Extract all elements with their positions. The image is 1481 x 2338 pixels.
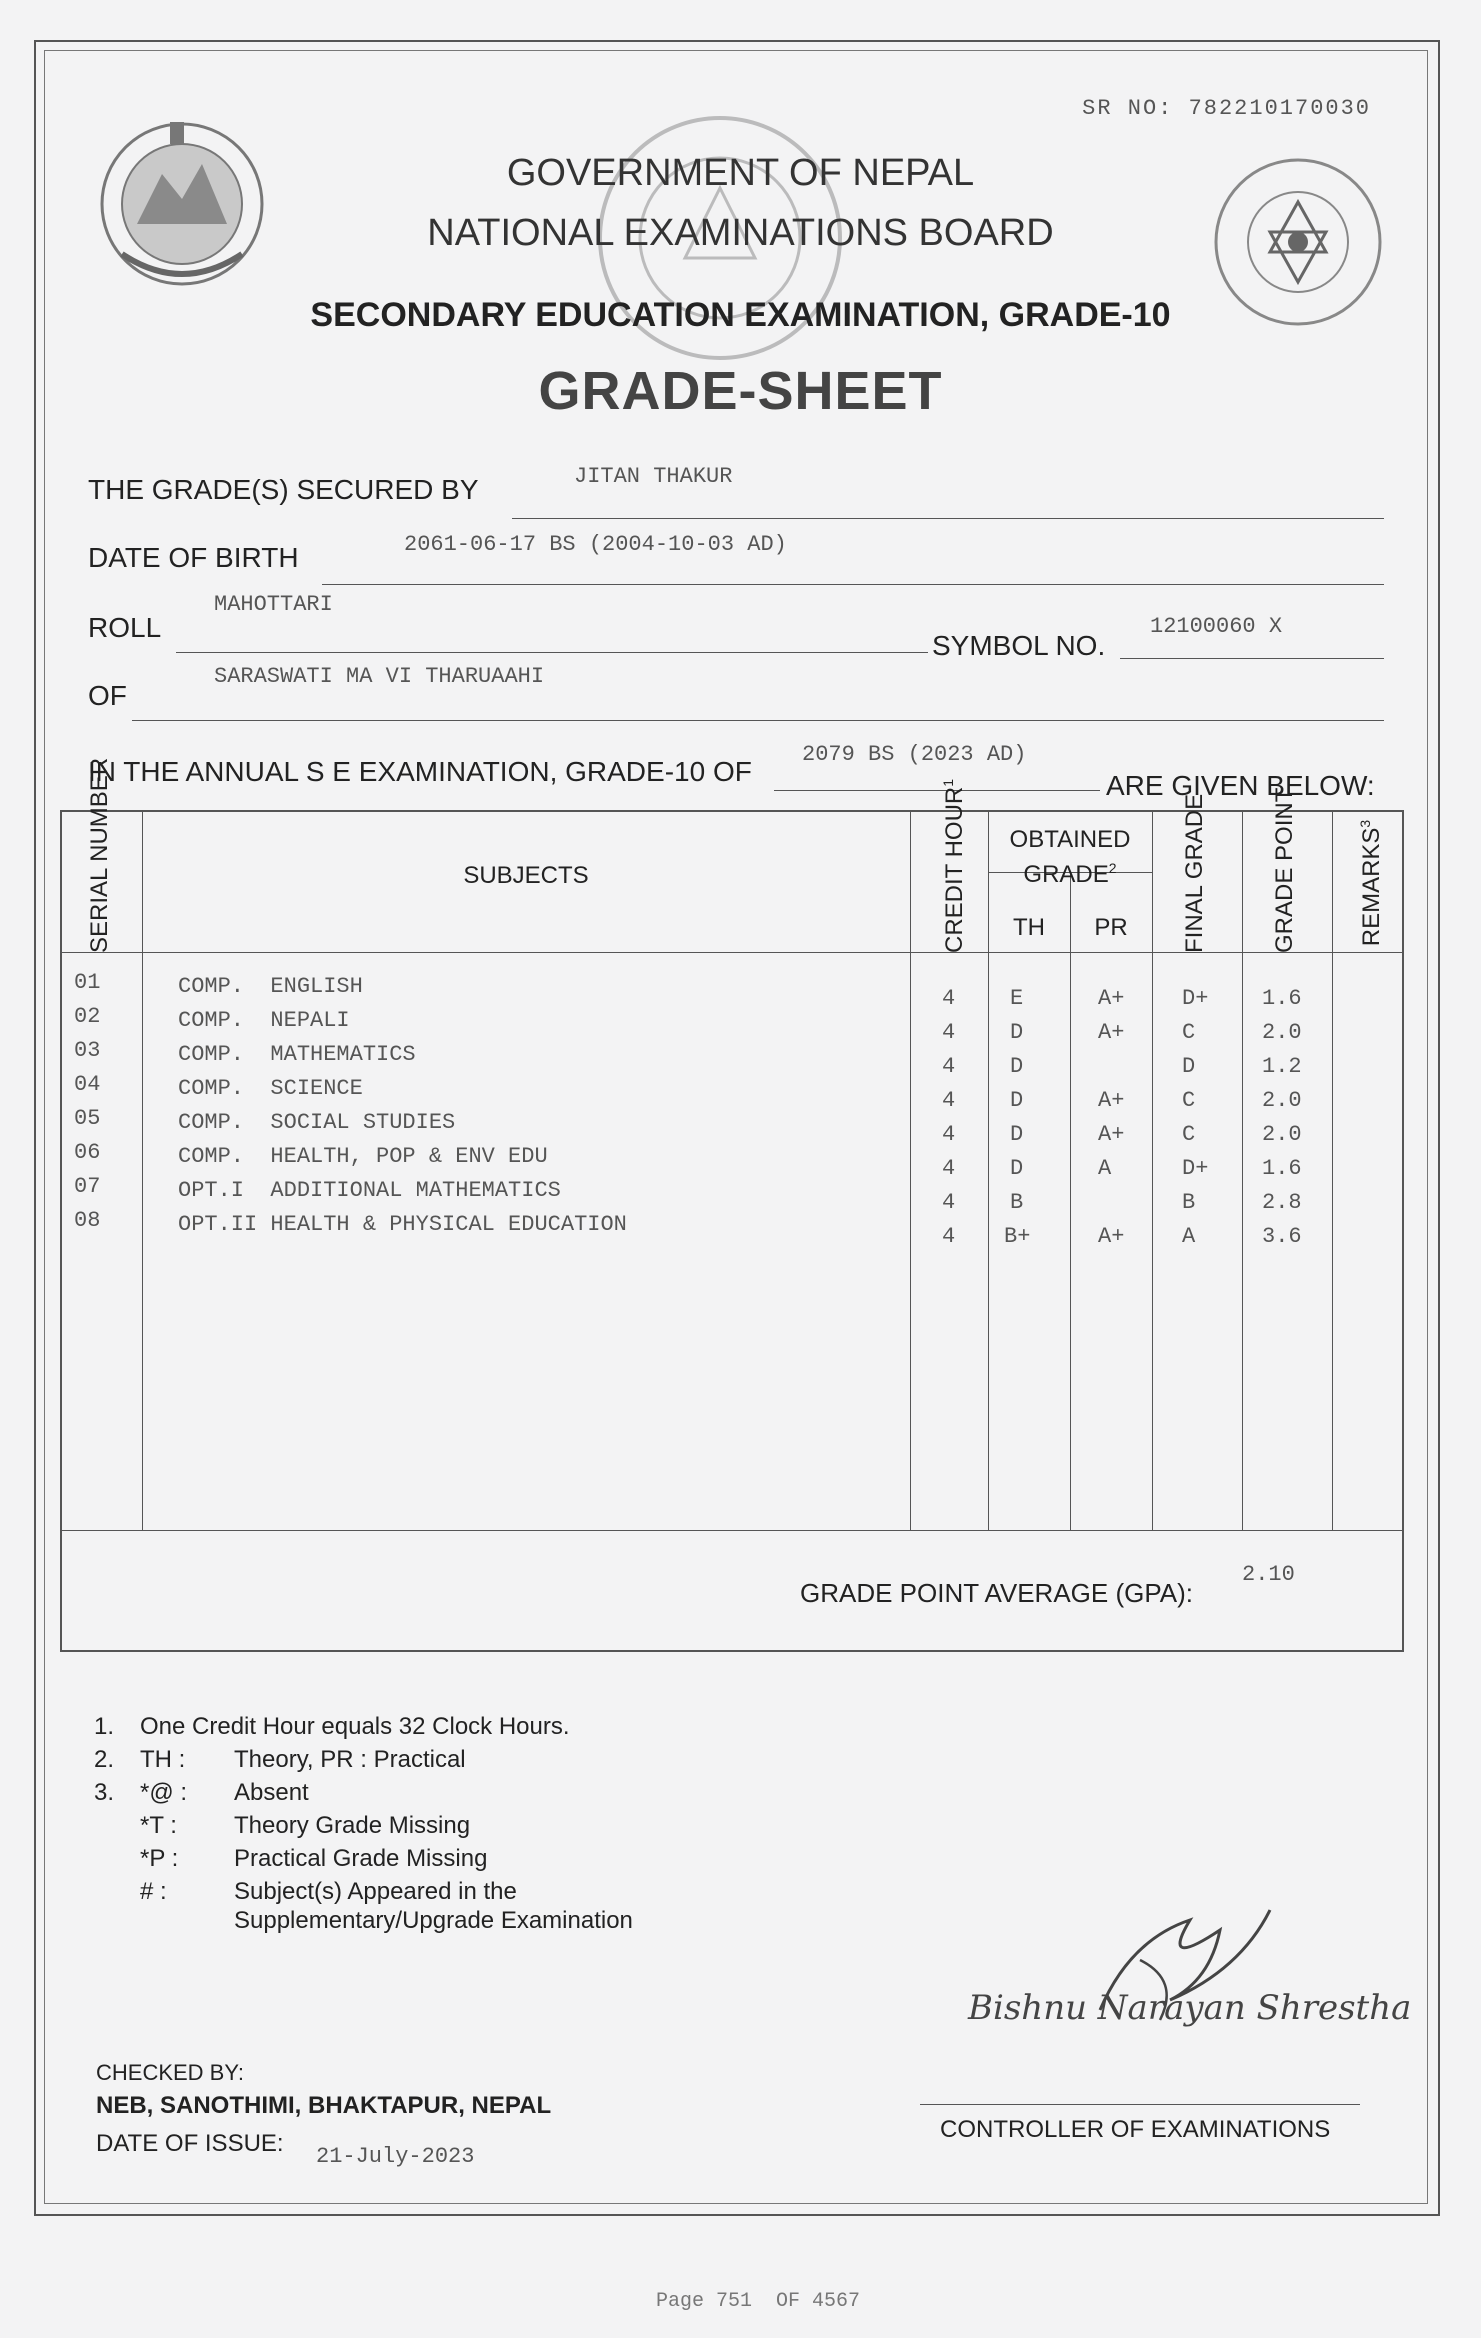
- row-7-credit: 4: [942, 1190, 956, 1215]
- dob-label: DATE OF BIRTH: [88, 542, 299, 573]
- board-title: NATIONAL EXAMINATIONS BOARD: [427, 212, 1054, 254]
- note-6: # : Subject(s) Appeared in the: [140, 1878, 517, 1905]
- checked-by-label: CHECKED BY:: [96, 2060, 244, 2085]
- government-title: GOVERNMENT OF NEPAL: [506, 152, 975, 194]
- obtained-grade-header: OBTAINED GRADE$^2$: [1009, 826, 1131, 888]
- row-3-credit: 4: [942, 1054, 956, 1079]
- row-8-th: B+: [1004, 1224, 1031, 1249]
- secured-by-label: THE GRADE(S) SECURED BY: [88, 474, 479, 505]
- controller-title: CONTROLLER OF EXAMINATIONS: [940, 2116, 1331, 2143]
- serial-number: SR NO: 782210170030: [1082, 96, 1371, 121]
- row-4-serial: 04: [74, 1072, 101, 1097]
- symbol-number: 12100060 X: [1150, 614, 1283, 639]
- school-name: SARASWATI MA VI THARUAAHI: [214, 664, 545, 689]
- of-label: OF: [88, 680, 127, 711]
- row-6-subject: COMP. HEALTH, POP & ENV EDU: [178, 1144, 548, 1169]
- row-8-serial: 08: [74, 1208, 101, 1233]
- row-2-credit: 4: [942, 1020, 956, 1045]
- row-1-pr: A+: [1098, 986, 1125, 1011]
- issuer-address: NEB, SANOTHIMI, BHAKTAPUR, NEPAL: [96, 2092, 552, 2119]
- row-2-gp: 2.0: [1262, 1020, 1302, 1045]
- row-4-gp: 2.0: [1262, 1088, 1302, 1113]
- note-5: *P : Practical Grade Missing: [140, 1845, 488, 1872]
- row-6-th: D: [1010, 1156, 1024, 1181]
- row-6-serial: 06: [74, 1140, 101, 1165]
- row-6-gp: 1.6: [1262, 1156, 1302, 1181]
- exam-year: 2079 BS (2023 AD): [802, 742, 1027, 767]
- row-5-credit: 4: [942, 1122, 956, 1147]
- row-3-subject: COMP. MATHEMATICS: [178, 1042, 416, 1067]
- row-8-subject: OPT.II HEALTH & PHYSICAL EDUCATION: [178, 1212, 627, 1237]
- exam-title: SECONDARY EDUCATION EXAMINATION, GRADE-10: [310, 296, 1171, 334]
- row-5-serial: 05: [74, 1106, 101, 1131]
- row-7-final: B: [1182, 1190, 1196, 1215]
- remarks-header: REMARKS$^3$: [1357, 819, 1385, 947]
- annual-exam-label: IN THE ANNUAL S E EXAMINATION, GRADE-10 OF: [88, 756, 752, 787]
- row-5-final: C: [1182, 1122, 1196, 1147]
- note-2: 2. TH : Theory, PR : Practical: [94, 1746, 466, 1773]
- pr-header: PR: [1094, 914, 1128, 941]
- row-2-th: D: [1010, 1020, 1024, 1045]
- note-4: *T : Theory Grade Missing: [140, 1812, 471, 1839]
- row-7-gp: 2.8: [1262, 1190, 1302, 1215]
- page-number: Page 751 OF 4567: [656, 2290, 861, 2313]
- row-8-credit: 4: [942, 1224, 956, 1249]
- row-4-subject: COMP. SCIENCE: [178, 1076, 363, 1101]
- row-8-final: A: [1182, 1224, 1196, 1249]
- row-4-th: D: [1010, 1088, 1024, 1113]
- row-6-final: D+: [1182, 1156, 1209, 1181]
- row-1-th: E: [1010, 986, 1024, 1011]
- row-6-pr: A: [1098, 1156, 1112, 1181]
- row-1-subject: COMP. ENGLISH: [178, 974, 363, 999]
- subjects-header: SUBJECTS: [463, 862, 589, 889]
- row-7-th: B: [1010, 1190, 1024, 1215]
- row-2-final: C: [1182, 1020, 1196, 1045]
- signatory-name: Bishnu Narayan Shrestha: [968, 1988, 1412, 2028]
- row-4-credit: 4: [942, 1088, 956, 1113]
- row-3-th: D: [1010, 1054, 1024, 1079]
- row-6-credit: 4: [942, 1156, 956, 1181]
- symbol-label: SYMBOL NO.: [932, 630, 1106, 661]
- row-7-subject: OPT.I ADDITIONAL MATHEMATICS: [178, 1178, 561, 1203]
- row-3-final: D: [1182, 1054, 1196, 1079]
- row-4-final: C: [1182, 1088, 1196, 1113]
- student-name: JITAN THAKUR: [574, 464, 733, 489]
- row-5-subject: COMP. SOCIAL STUDIES: [178, 1110, 456, 1135]
- row-1-final: D+: [1182, 986, 1209, 1011]
- given-below-label: ARE GIVEN BELOW:: [1106, 770, 1375, 801]
- note-3: 3. *@ : Absent: [94, 1779, 309, 1806]
- th-header: TH: [1013, 914, 1045, 941]
- note-7: Supplementary/Upgrade Examination: [234, 1907, 633, 1934]
- gpa-label: GRADE POINT AVERAGE (GPA):: [800, 1578, 1193, 1608]
- row-7-serial: 07: [74, 1174, 101, 1199]
- date-of-birth: 2061-06-17 BS (2004-10-03 AD): [404, 532, 787, 557]
- serial-number-header: SERIAL NUMBER: [86, 757, 113, 953]
- row-3-serial: 03: [74, 1038, 101, 1063]
- roll-label: ROLL: [88, 612, 162, 643]
- row-4-pr: A+: [1098, 1088, 1125, 1113]
- credit-hour-header: CREDIT HOUR$^1$: [940, 778, 968, 953]
- nepal-emblem-icon: [82, 104, 282, 304]
- note-1: 1. One Credit Hour equals 32 Clock Hours.: [94, 1713, 570, 1740]
- issue-date-label: DATE OF ISSUE:: [96, 2130, 284, 2157]
- row-2-pr: A+: [1098, 1020, 1125, 1045]
- row-5-th: D: [1010, 1122, 1024, 1147]
- grade-point-header: GRADE POINT: [1271, 787, 1298, 953]
- issue-date: 21-July-2023: [316, 2144, 475, 2169]
- final-grade-header: FINAL GRADE: [1181, 793, 1208, 953]
- district: MAHOTTARI: [214, 592, 333, 617]
- row-8-gp: 3.6: [1262, 1224, 1302, 1249]
- row-1-serial: 01: [74, 970, 101, 995]
- row-5-gp: 2.0: [1262, 1122, 1302, 1147]
- footnotes: [94, 1710, 633, 1937]
- row-5-pr: A+: [1098, 1122, 1125, 1147]
- document-title: GRADE-SHEET: [538, 361, 943, 421]
- row-1-gp: 1.6: [1262, 986, 1302, 1011]
- gpa-value: 2.10: [1242, 1562, 1295, 1587]
- row-8-pr: A+: [1098, 1224, 1125, 1249]
- row-2-serial: 02: [74, 1004, 101, 1029]
- row-2-subject: COMP. NEPALI: [178, 1008, 350, 1033]
- row-3-gp: 1.2: [1262, 1054, 1302, 1079]
- row-1-credit: 4: [942, 986, 956, 1011]
